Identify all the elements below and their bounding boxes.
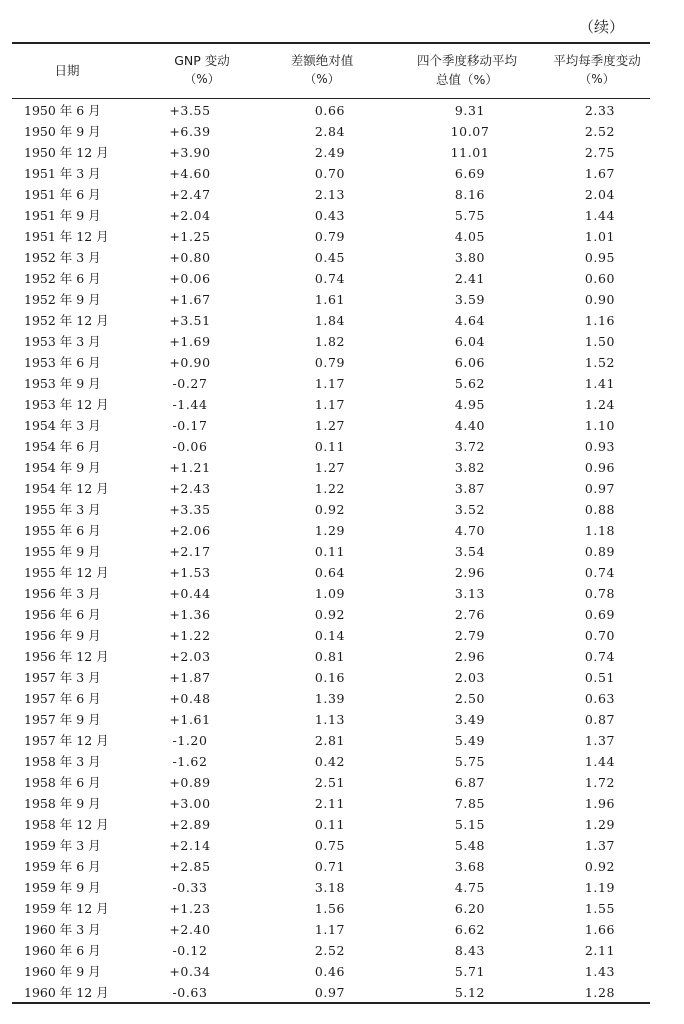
cell-abs-diff: 0.92 [314, 607, 346, 622]
cell-moving-avg: 5.75 [454, 754, 486, 769]
cell-moving-avg: 4.05 [454, 229, 486, 244]
cell-gnp-change: +3.35 [169, 502, 211, 517]
cell-abs-diff: 0.70 [314, 166, 346, 181]
table-row [12, 163, 650, 184]
cell-abs-diff: 0.16 [314, 670, 346, 685]
cell-avg-quarterly-change: 0.70 [584, 628, 616, 643]
table-row [12, 499, 650, 520]
cell-avg-quarterly-change: 1.28 [584, 985, 616, 1000]
table-row [12, 814, 650, 835]
cell-gnp-change: +1.25 [169, 229, 211, 244]
cell-date: 1951 年 6 月 [24, 187, 101, 202]
cell-avg-quarterly-change: 1.37 [584, 838, 616, 853]
table-bottom-rule [12, 1002, 650, 1004]
cell-date: 1955 年 3 月 [24, 502, 101, 517]
cell-moving-avg: 10.07 [450, 124, 490, 139]
cell-date: 1952 年 9 月 [24, 292, 101, 307]
table-row [12, 373, 650, 394]
header-gnp-change [132, 42, 272, 98]
cell-gnp-change: +2.17 [169, 544, 211, 559]
table-row [12, 709, 650, 730]
cell-moving-avg: 2.79 [454, 628, 486, 643]
table-row [12, 331, 650, 352]
table-row [12, 205, 650, 226]
cell-moving-avg: 6.87 [454, 775, 486, 790]
table-row [12, 835, 650, 856]
table-row [12, 121, 650, 142]
cell-moving-avg: 3.13 [454, 586, 486, 601]
table-row [12, 562, 650, 583]
cell-avg-quarterly-change: 2.04 [584, 187, 616, 202]
cell-date: 1958 年 12 月 [24, 817, 109, 832]
cell-date: 1950 年 9 月 [24, 124, 101, 139]
table-header [12, 42, 650, 98]
cell-date: 1951 年 9 月 [24, 208, 101, 223]
cell-avg-quarterly-change: 0.60 [584, 271, 616, 286]
cell-abs-diff: 0.14 [314, 628, 346, 643]
header-moving-avg [392, 42, 542, 98]
cell-gnp-change: +6.39 [169, 124, 211, 139]
cell-avg-quarterly-change: 1.55 [584, 901, 616, 916]
cell-gnp-change: +2.14 [169, 838, 211, 853]
cell-moving-avg: 4.40 [454, 418, 486, 433]
cell-avg-quarterly-change: 1.96 [584, 796, 616, 811]
cell-avg-quarterly-change: 0.89 [584, 544, 616, 559]
cell-date: 1950 年 12 月 [24, 145, 109, 160]
table-row [12, 961, 650, 982]
cell-avg-quarterly-change: 1.44 [584, 208, 616, 223]
cell-abs-diff: 1.27 [314, 460, 346, 475]
cell-moving-avg: 3.72 [454, 439, 486, 454]
cell-abs-diff: 0.81 [314, 649, 346, 664]
cell-gnp-change: +3.55 [169, 103, 211, 118]
cell-abs-diff: 0.74 [314, 271, 346, 286]
table-row [12, 226, 650, 247]
cell-date: 1959 年 9 月 [24, 880, 101, 895]
cell-gnp-change: +1.53 [169, 565, 211, 580]
cell-avg-quarterly-change: 2.75 [584, 145, 616, 160]
header-gnp-change-unit: （%） [184, 72, 220, 86]
cell-abs-diff: 1.17 [314, 376, 346, 391]
table-row [12, 982, 650, 1003]
table-row [12, 688, 650, 709]
cell-gnp-change: +1.69 [169, 334, 211, 349]
cell-abs-diff: 1.13 [314, 712, 346, 727]
cell-abs-diff: 1.56 [314, 901, 346, 916]
cell-date: 1954 年 3 月 [24, 418, 101, 433]
table-header-rule [12, 98, 650, 99]
cell-avg-quarterly-change: 0.78 [584, 586, 616, 601]
cell-date: 1953 年 12 月 [24, 397, 109, 412]
cell-gnp-change: +2.04 [169, 208, 211, 223]
cell-gnp-change: -0.33 [172, 880, 208, 895]
cell-gnp-change: +1.21 [169, 460, 211, 475]
cell-gnp-change: -1.44 [172, 397, 208, 412]
cell-avg-quarterly-change: 0.95 [584, 250, 616, 265]
cell-date: 1953 年 6 月 [24, 355, 101, 370]
cell-gnp-change: +3.51 [169, 313, 211, 328]
cell-gnp-change: +2.03 [169, 649, 211, 664]
cell-moving-avg: 8.43 [454, 943, 486, 958]
cell-abs-diff: 2.13 [314, 187, 346, 202]
cell-gnp-change: +0.44 [169, 586, 211, 601]
header-date [12, 42, 122, 98]
cell-date: 1955 年 12 月 [24, 565, 109, 580]
cell-abs-diff: 0.75 [314, 838, 346, 853]
table-row [12, 730, 650, 751]
cell-gnp-change: +0.34 [169, 964, 211, 979]
cell-avg-quarterly-change: 0.74 [584, 565, 616, 580]
cell-date: 1951 年 3 月 [24, 166, 101, 181]
header-avg-quarterly-change-unit: （%） [579, 72, 615, 86]
cell-gnp-change: +1.23 [169, 901, 211, 916]
cell-avg-quarterly-change: 1.66 [584, 922, 616, 937]
cell-moving-avg: 4.75 [454, 880, 486, 895]
cell-avg-quarterly-change: 0.88 [584, 502, 616, 517]
cell-date: 1952 年 3 月 [24, 250, 101, 265]
header-avg-quarterly-change [522, 42, 672, 98]
continued-label: （续） [578, 18, 624, 36]
cell-date: 1956 年 12 月 [24, 649, 109, 664]
cell-moving-avg: 2.50 [454, 691, 486, 706]
cell-abs-diff: 0.64 [314, 565, 346, 580]
cell-date: 1956 年 6 月 [24, 607, 101, 622]
cell-date: 1960 年 3 月 [24, 922, 101, 937]
cell-moving-avg: 2.41 [454, 271, 486, 286]
cell-gnp-change: -0.12 [172, 943, 208, 958]
cell-moving-avg: 3.68 [454, 859, 486, 874]
table-row [12, 940, 650, 961]
table-row [12, 793, 650, 814]
cell-moving-avg: 3.87 [454, 481, 486, 496]
cell-date: 1957 年 3 月 [24, 670, 101, 685]
cell-date: 1953 年 3 月 [24, 334, 101, 349]
cell-date: 1958 年 6 月 [24, 775, 101, 790]
cell-moving-avg: 3.59 [454, 292, 486, 307]
header-date-label: 日期 [54, 62, 80, 78]
cell-gnp-change: +2.06 [169, 523, 211, 538]
header-avg-quarterly-change-label: 平均每季度变动 [553, 53, 641, 68]
cell-moving-avg: 2.96 [454, 649, 486, 664]
cell-date: 1958 年 3 月 [24, 754, 101, 769]
cell-abs-diff: 0.97 [314, 985, 346, 1000]
cell-avg-quarterly-change: 1.67 [584, 166, 616, 181]
cell-moving-avg: 2.96 [454, 565, 486, 580]
cell-abs-diff: 1.84 [314, 313, 346, 328]
cell-date: 1955 年 9 月 [24, 544, 101, 559]
cell-abs-diff: 1.27 [314, 418, 346, 433]
table-body [12, 100, 650, 1003]
cell-moving-avg: 2.76 [454, 607, 486, 622]
cell-abs-diff: 0.11 [314, 817, 346, 832]
cell-moving-avg: 3.82 [454, 460, 486, 475]
cell-gnp-change: -0.17 [172, 418, 208, 433]
cell-abs-diff: 0.79 [314, 229, 346, 244]
cell-date: 1960 年 12 月 [24, 985, 109, 1000]
table-row [12, 604, 650, 625]
cell-avg-quarterly-change: 1.44 [584, 754, 616, 769]
cell-gnp-change: -0.27 [172, 376, 208, 391]
cell-gnp-change: -1.20 [172, 733, 208, 748]
cell-avg-quarterly-change: 2.11 [584, 943, 616, 958]
cell-abs-diff: 0.42 [314, 754, 346, 769]
cell-moving-avg: 4.70 [454, 523, 486, 538]
cell-avg-quarterly-change: 0.51 [584, 670, 616, 685]
table-row [12, 583, 650, 604]
table-row [12, 268, 650, 289]
cell-avg-quarterly-change: 1.10 [584, 418, 616, 433]
cell-avg-quarterly-change: 2.33 [584, 103, 616, 118]
table-row [12, 100, 650, 121]
cell-date: 1957 年 6 月 [24, 691, 101, 706]
cell-moving-avg: 6.69 [454, 166, 486, 181]
cell-date: 1950 年 6 月 [24, 103, 101, 118]
cell-abs-diff: 3.18 [314, 880, 346, 895]
cell-date: 1954 年 12 月 [24, 481, 109, 496]
cell-abs-diff: 0.45 [314, 250, 346, 265]
cell-gnp-change: +3.00 [169, 796, 211, 811]
table-row [12, 541, 650, 562]
cell-gnp-change: +2.43 [169, 481, 211, 496]
cell-date: 1953 年 9 月 [24, 376, 101, 391]
cell-abs-diff: 2.51 [314, 775, 346, 790]
cell-moving-avg: 5.62 [454, 376, 486, 391]
table-row [12, 772, 650, 793]
table-row [12, 625, 650, 646]
cell-moving-avg: 5.12 [454, 985, 486, 1000]
cell-date: 1955 年 6 月 [24, 523, 101, 538]
cell-avg-quarterly-change: 0.93 [584, 439, 616, 454]
cell-moving-avg: 2.03 [454, 670, 486, 685]
cell-abs-diff: 0.66 [314, 103, 346, 118]
cell-gnp-change: +0.48 [169, 691, 211, 706]
cell-avg-quarterly-change: 1.29 [584, 817, 616, 832]
cell-gnp-change: +1.67 [169, 292, 211, 307]
cell-avg-quarterly-change: 0.63 [584, 691, 616, 706]
cell-abs-diff: 1.22 [314, 481, 346, 496]
cell-gnp-change: -1.62 [172, 754, 208, 769]
cell-gnp-change: +0.90 [169, 355, 211, 370]
cell-avg-quarterly-change: 1.52 [584, 355, 616, 370]
cell-date: 1952 年 12 月 [24, 313, 109, 328]
cell-moving-avg: 5.49 [454, 733, 486, 748]
cell-avg-quarterly-change: 1.01 [584, 229, 616, 244]
cell-avg-quarterly-change: 1.43 [584, 964, 616, 979]
cell-date: 1952 年 6 月 [24, 271, 101, 286]
cell-abs-diff: 1.17 [314, 397, 346, 412]
cell-gnp-change: +2.40 [169, 922, 211, 937]
cell-gnp-change: +2.47 [169, 187, 211, 202]
cell-gnp-change: +3.90 [169, 145, 211, 160]
cell-moving-avg: 3.49 [454, 712, 486, 727]
cell-date: 1960 年 9 月 [24, 964, 101, 979]
cell-moving-avg: 5.71 [454, 964, 486, 979]
cell-gnp-change: +4.60 [169, 166, 211, 181]
cell-avg-quarterly-change: 1.16 [584, 313, 616, 328]
cell-abs-diff: 0.92 [314, 502, 346, 517]
cell-gnp-change: +2.85 [169, 859, 211, 874]
cell-abs-diff: 2.81 [314, 733, 346, 748]
cell-moving-avg: 8.16 [454, 187, 486, 202]
cell-moving-avg: 11.01 [450, 145, 490, 160]
cell-avg-quarterly-change: 1.41 [584, 376, 616, 391]
cell-avg-quarterly-change: 0.96 [584, 460, 616, 475]
cell-gnp-change: +1.22 [169, 628, 211, 643]
cell-moving-avg: 4.64 [454, 313, 486, 328]
table-row [12, 247, 650, 268]
cell-moving-avg: 5.15 [454, 817, 486, 832]
cell-abs-diff: 1.17 [314, 922, 346, 937]
cell-abs-diff: 1.09 [314, 586, 346, 601]
table-row [12, 352, 650, 373]
header-gnp-change-label: GNP 变动 [174, 53, 230, 68]
cell-abs-diff: 0.43 [314, 208, 346, 223]
cell-gnp-change: +0.89 [169, 775, 211, 790]
table-row [12, 667, 650, 688]
table-row [12, 457, 650, 478]
table-row [12, 289, 650, 310]
cell-moving-avg: 5.48 [454, 838, 486, 853]
table-row [12, 646, 650, 667]
table-row [12, 310, 650, 331]
table-row [12, 856, 650, 877]
cell-avg-quarterly-change: 0.74 [584, 649, 616, 664]
cell-avg-quarterly-change: 0.87 [584, 712, 616, 727]
cell-moving-avg: 9.31 [454, 103, 486, 118]
cell-date: 1959 年 6 月 [24, 859, 101, 874]
cell-avg-quarterly-change: 1.18 [584, 523, 616, 538]
cell-avg-quarterly-change: 1.50 [584, 334, 616, 349]
cell-abs-diff: 1.29 [314, 523, 346, 538]
table-row [12, 436, 650, 457]
cell-date: 1957 年 12 月 [24, 733, 109, 748]
cell-date: 1954 年 6 月 [24, 439, 101, 454]
table-row [12, 394, 650, 415]
cell-gnp-change: +2.89 [169, 817, 211, 832]
cell-date: 1957 年 9 月 [24, 712, 101, 727]
table-row [12, 478, 650, 499]
cell-abs-diff: 0.46 [314, 964, 346, 979]
cell-abs-diff: 0.71 [314, 859, 346, 874]
cell-moving-avg: 7.85 [454, 796, 486, 811]
cell-gnp-change: +0.80 [169, 250, 211, 265]
cell-gnp-change: +1.87 [169, 670, 211, 685]
cell-abs-diff: 0.79 [314, 355, 346, 370]
table-row [12, 415, 650, 436]
cell-gnp-change: -0.63 [172, 985, 208, 1000]
header-abs-diff-unit: （%） [304, 72, 340, 86]
cell-moving-avg: 6.62 [454, 922, 486, 937]
cell-date: 1956 年 3 月 [24, 586, 101, 601]
cell-avg-quarterly-change: 1.37 [584, 733, 616, 748]
cell-date: 1960 年 6 月 [24, 943, 101, 958]
cell-abs-diff: 0.11 [314, 439, 346, 454]
cell-date: 1958 年 9 月 [24, 796, 101, 811]
table-row [12, 520, 650, 541]
header-moving-avg-line2: 总值（%） [436, 72, 498, 87]
cell-abs-diff: 2.11 [314, 796, 346, 811]
table-row [12, 751, 650, 772]
cell-moving-avg: 6.20 [454, 901, 486, 916]
table-row [12, 898, 650, 919]
cell-date: 1954 年 9 月 [24, 460, 101, 475]
cell-date: 1951 年 12 月 [24, 229, 109, 244]
cell-date: 1959 年 3 月 [24, 838, 101, 853]
cell-avg-quarterly-change: 0.92 [584, 859, 616, 874]
cell-gnp-change: +1.36 [169, 607, 211, 622]
cell-avg-quarterly-change: 1.24 [584, 397, 616, 412]
cell-moving-avg: 5.75 [454, 208, 486, 223]
cell-date: 1956 年 9 月 [24, 628, 101, 643]
table-row [12, 184, 650, 205]
cell-gnp-change: +0.06 [169, 271, 211, 286]
table-row [12, 877, 650, 898]
cell-abs-diff: 2.49 [314, 145, 346, 160]
header-abs-diff [252, 42, 392, 98]
header-abs-diff-label: 差额绝对值 [290, 53, 354, 68]
table-row [12, 142, 650, 163]
cell-abs-diff: 1.61 [314, 292, 346, 307]
cell-avg-quarterly-change: 1.72 [584, 775, 616, 790]
cell-abs-diff: 1.39 [314, 691, 346, 706]
cell-date: 1959 年 12 月 [24, 901, 109, 916]
cell-gnp-change: +1.61 [169, 712, 211, 727]
cell-moving-avg: 3.80 [454, 250, 486, 265]
header-moving-avg-line1: 四个季度移动平均 [416, 53, 517, 68]
cell-avg-quarterly-change: 0.69 [584, 607, 616, 622]
cell-abs-diff: 0.11 [314, 544, 346, 559]
cell-moving-avg: 3.54 [454, 544, 486, 559]
cell-abs-diff: 2.84 [314, 124, 346, 139]
cell-avg-quarterly-change: 0.90 [584, 292, 616, 307]
cell-moving-avg: 3.52 [454, 502, 486, 517]
cell-avg-quarterly-change: 0.97 [584, 481, 616, 496]
cell-moving-avg: 6.06 [454, 355, 486, 370]
cell-moving-avg: 6.04 [454, 334, 486, 349]
cell-gnp-change: -0.06 [172, 439, 208, 454]
cell-avg-quarterly-change: 1.19 [584, 880, 616, 895]
cell-abs-diff: 2.52 [314, 943, 346, 958]
cell-moving-avg: 4.95 [454, 397, 486, 412]
cell-abs-diff: 1.82 [314, 334, 346, 349]
table-row [12, 919, 650, 940]
cell-avg-quarterly-change: 2.52 [584, 124, 616, 139]
